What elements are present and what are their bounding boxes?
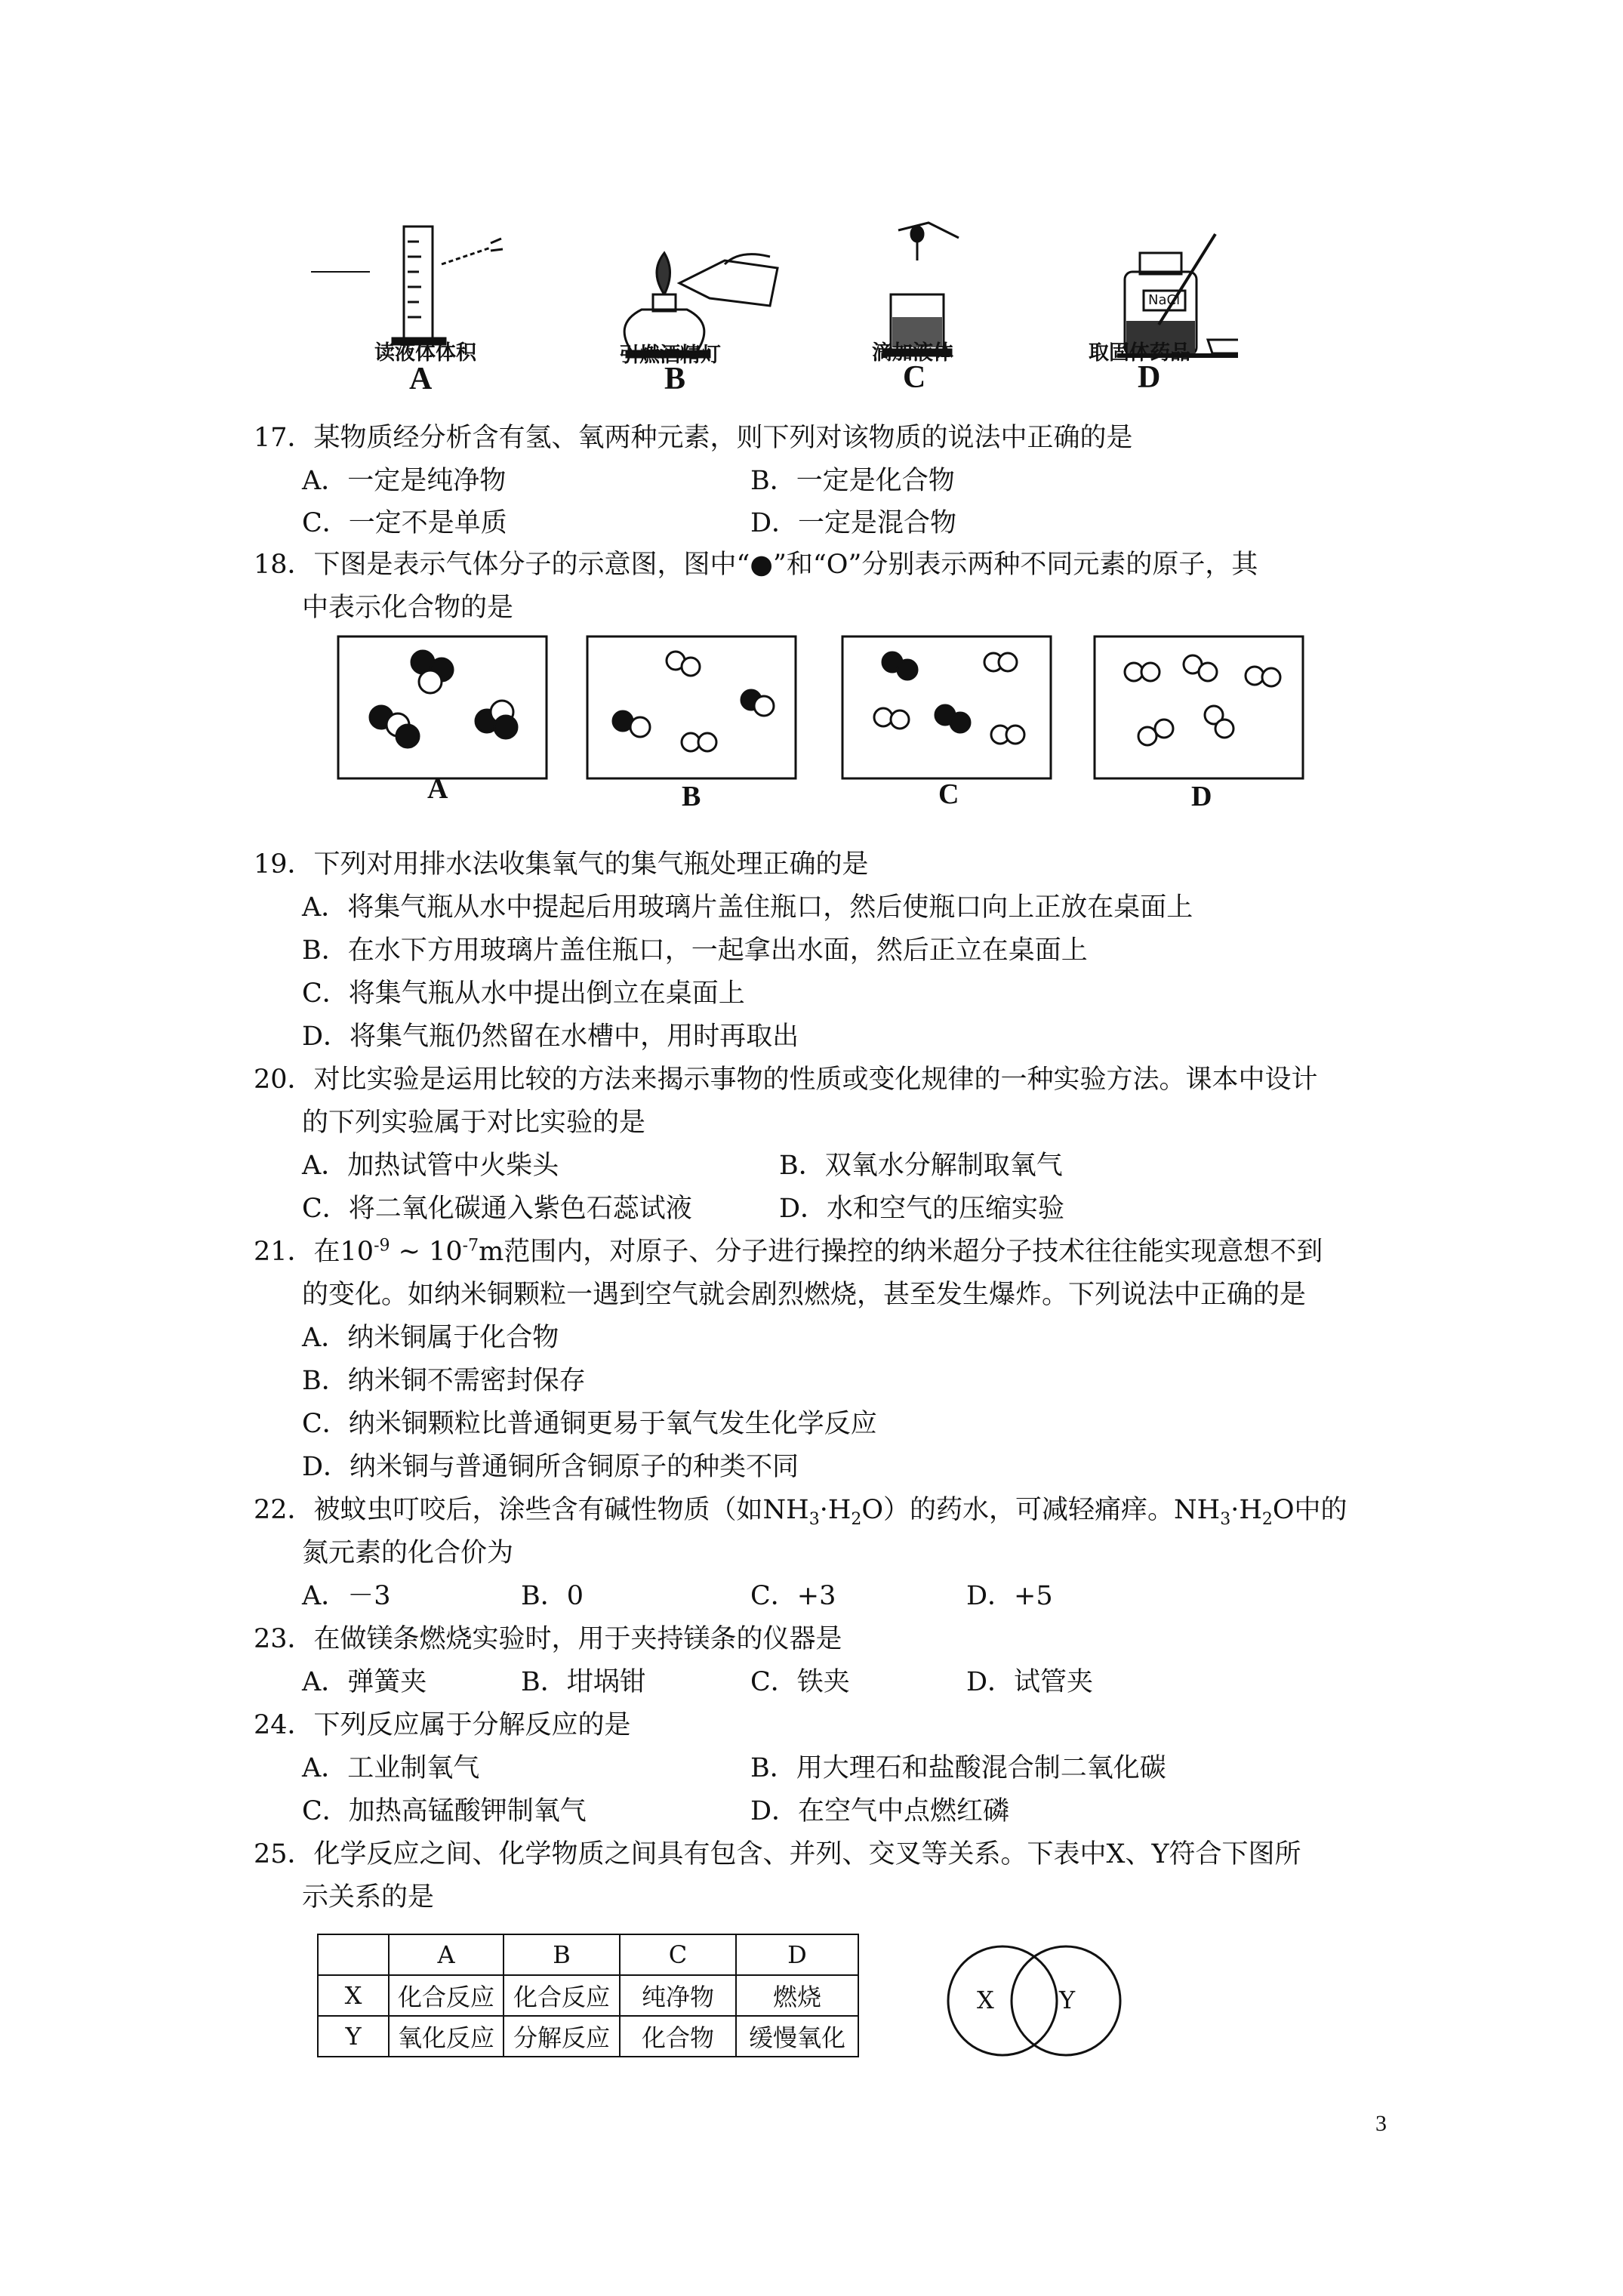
nacl-label: NaCl — [1148, 292, 1181, 308]
q17-option-d: D．一定是混合物 — [750, 508, 957, 538]
q17-option-b: B．一定是化合物 — [750, 466, 955, 496]
table-header-cell: A — [389, 1934, 504, 1975]
q24-option-a: A．工业制氧气 — [302, 1753, 480, 1783]
table-header-cell: D — [736, 1934, 858, 1975]
q22-sub1: 3 — [808, 1510, 820, 1529]
table-header-cell — [318, 1934, 389, 1975]
q22-option-b: B．0 — [521, 1581, 584, 1611]
page-number: 3 — [1375, 2111, 1387, 2136]
table-cell: 氧化反应 — [389, 2016, 504, 2057]
caption-c: 滴加液体 — [872, 341, 953, 365]
q21-part1: 21．在10 — [254, 1237, 374, 1267]
q22-part4: ·H — [1230, 1495, 1262, 1525]
q24-option-b: B．用大理石和盐酸混合制二氧化碳 — [750, 1753, 1166, 1783]
table-cell: 燃烧 — [736, 1975, 858, 2016]
relationship-table — [317, 1934, 859, 2057]
q21-option-a: A．纳米铜属于化合物 — [302, 1323, 559, 1353]
q21-option-c: C．纳米铜颗粒比普通铜更易于氧气发生化学反应 — [302, 1409, 877, 1439]
question-20-line2: 的下列实验属于对比实验的是 — [302, 1108, 646, 1138]
question-18-line2: 中表示化合物的是 — [302, 593, 514, 623]
q22-part2: ·H — [819, 1495, 852, 1525]
letter-d: D — [1138, 360, 1161, 395]
caption-a: 读液体体积 — [374, 341, 476, 365]
q21-part2: ~ 10 — [390, 1237, 463, 1267]
q20-option-c: C．将二氧化碳通入紫色石蕊试液 — [302, 1194, 692, 1224]
table-cell: 分解反应 — [504, 2016, 620, 2057]
venn-label-x: X — [977, 1986, 994, 2014]
table-row — [318, 2016, 858, 2057]
q17-option-a: A．一定是纯净物 — [302, 466, 507, 496]
q23-option-b: B．坩埚钳 — [521, 1667, 646, 1697]
letter-b: B — [664, 362, 686, 396]
q21-exp2: -7 — [462, 1236, 479, 1256]
q17-option-c: C．一定不是单质 — [302, 508, 507, 538]
q22-option-c: C．+3 — [750, 1581, 836, 1611]
caption-d: 取固体药品 — [1089, 341, 1190, 365]
q19-option-a: A．将集气瓶从水中提起后用玻璃片盖住瓶口，然后使瓶口向上正放在桌面上 — [302, 892, 1193, 923]
table-cell: 化合反应 — [504, 1975, 620, 2016]
q22-option-a: A．－3 — [302, 1581, 391, 1611]
question-25-line1: 25．化学反应之间、化学物质之间具有包含、并列、交叉等关系。下表中X、Y符合下图所 — [254, 1839, 1301, 1869]
q21-option-d: D．纳米铜与普通铜所含铜原子的种类不同 — [302, 1452, 799, 1482]
q22-part3: O）的药水，可减轻痛痒。NH — [861, 1495, 1221, 1525]
molecule-label-b: B — [682, 781, 701, 812]
q22-sub4: 2 — [1261, 1510, 1273, 1529]
question-24: 24．下列反应属于分解反应的是 — [254, 1710, 631, 1740]
table-cell: 化合物 — [620, 2016, 736, 2057]
q23-option-d: D．试管夹 — [966, 1667, 1094, 1697]
venn-diagram — [944, 1937, 1132, 2066]
venn-circle-x — [948, 1946, 1057, 2055]
q24-option-d: D．在空气中点燃红磷 — [750, 1796, 1010, 1826]
q22-sub3: 3 — [1220, 1510, 1231, 1529]
q21-part3: m范围内，对原子、分子进行操控的纳米超分子技术往往能实现意想不到 — [479, 1237, 1323, 1267]
molecule-diagrams — [325, 630, 1306, 789]
q23-option-c: C．铁夹 — [750, 1667, 850, 1697]
question-23: 23．在做镁条燃烧实验时，用于夹持镁条的仪器是 — [254, 1624, 842, 1654]
q21-exp1: -9 — [374, 1236, 390, 1256]
q19-option-b: B．在水下方用玻璃片盖住瓶口，一起拿出水面，然后正立在桌面上 — [302, 935, 1088, 966]
question-19: 19．下列对用排水法收集氧气的集气瓶处理正确的是 — [254, 849, 869, 880]
q22-part5: O中的 — [1272, 1495, 1347, 1525]
lab-operations-figure — [302, 211, 1238, 408]
question-25-line2: 示关系的是 — [302, 1882, 435, 1912]
table-cell: 纯净物 — [620, 1975, 736, 2016]
letter-c: C — [903, 360, 926, 395]
venn-label-y: Y — [1059, 1986, 1076, 2014]
question-21-line1 — [254, 1237, 1323, 1267]
q19-option-d: D．将集气瓶仍然留在水槽中，用时再取出 — [302, 1022, 799, 1052]
question-22-line2: 氮元素的化合价为 — [302, 1538, 514, 1568]
question-22-line1 — [254, 1495, 1347, 1529]
q24-option-c: C．加热高锰酸钾制氧气 — [302, 1796, 587, 1826]
question-18-line1: 18．下图是表示气体分子的示意图，图中“●”和“O”分别表示两种不同元素的原子，其 — [254, 550, 1258, 580]
q22-sub2: 2 — [851, 1510, 862, 1529]
molecule-label-d: D — [1191, 781, 1212, 812]
table-cell: 化合反应 — [389, 1975, 504, 2016]
molecule-label-a: A — [427, 773, 448, 805]
letter-a: A — [409, 362, 433, 396]
box-d-molecules — [1125, 655, 1280, 745]
table-cell: X — [318, 1975, 389, 2016]
question-17: 17．某物质经分析含有氢、氧两种元素，则下列对该物质的说法中正确的是 — [254, 423, 1133, 453]
q21-option-b: B．纳米铜不需密封保存 — [302, 1366, 586, 1396]
question-20-line1: 20．对比实验是运用比较的方法来揭示事物的性质或变化规律的一种实验方法。课本中设计 — [254, 1065, 1318, 1095]
table-cell: Y — [318, 2016, 389, 2057]
q20-option-d: D．水和空气的压缩实验 — [779, 1194, 1065, 1224]
table-header-row — [318, 1934, 858, 1975]
q20-option-a: A．加热试管中火柴头 — [302, 1151, 559, 1181]
q22-option-d: D．+5 — [966, 1581, 1053, 1611]
box-a-molecules — [370, 651, 517, 747]
graduated-cylinder-icon — [311, 227, 503, 344]
table-header-cell: B — [504, 1934, 620, 1975]
q19-option-c: C．将集气瓶从水中提出倒立在桌面上 — [302, 978, 745, 1009]
table-header-cell: C — [620, 1934, 736, 1975]
molecule-label-c: C — [938, 778, 959, 810]
lab-operations-drawings — [302, 211, 1238, 408]
box-c-molecules — [874, 652, 1024, 744]
q23-option-a: A．弹簧夹 — [302, 1667, 427, 1697]
question-21-line2: 的变化。如纳米铜颗粒一遇到空气就会剧烈燃烧，甚至发生爆炸。下列说法中正确的是 — [302, 1280, 1307, 1310]
box-b-molecules — [613, 652, 774, 751]
q20-option-b: B．双氧水分解制取氧气 — [779, 1151, 1063, 1181]
q22-part1: 22．被蚊虫叮咬后，涂些含有碱性物质（如NH — [254, 1495, 809, 1525]
table-cell: 缓慢氧化 — [736, 2016, 858, 2057]
table-row — [318, 1975, 858, 2016]
caption-b: 引燃酒精灯 — [619, 344, 721, 367]
